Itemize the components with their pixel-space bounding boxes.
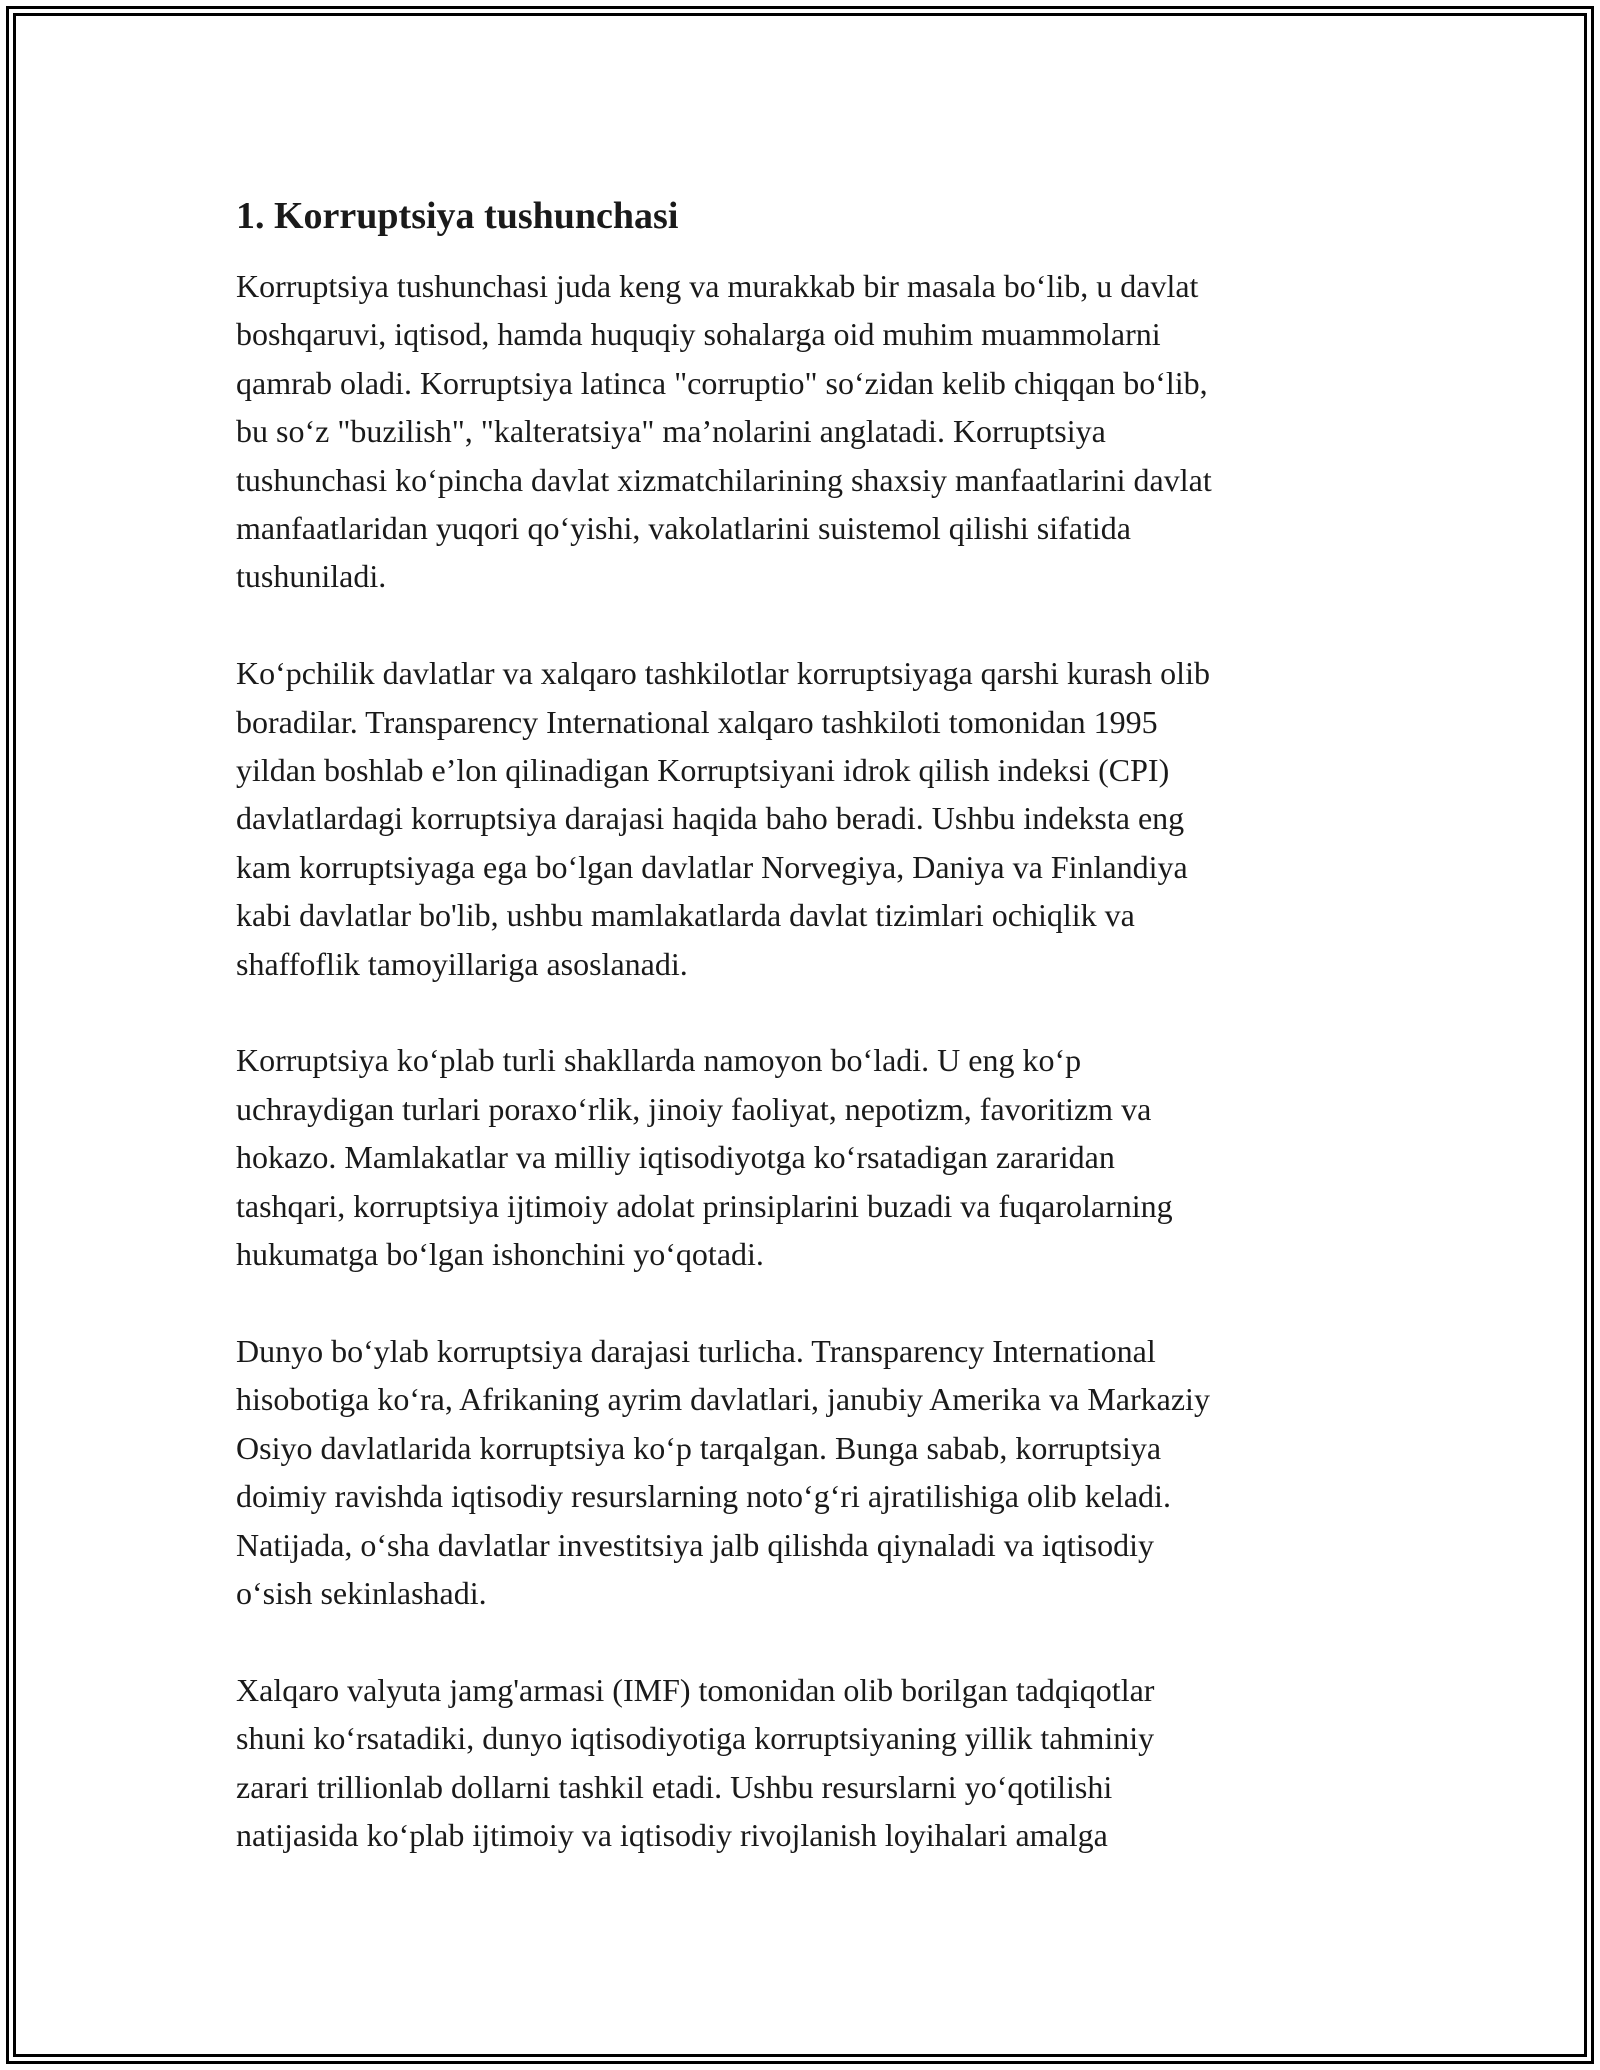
text-line: bu soʻz "buzilish", "kalteratsiya" maʼnolarini anglatadi. Korruptsiya xyxy=(236,413,1106,450)
text-line: manfaatlaridan yuqori qoʻyishi, vakolatlarini suistemol qilishi sifatida xyxy=(236,510,1131,547)
text-line: davlatlardagi korruptsiya darajasi haqida baho beradi. Ushbu indeksta eng xyxy=(236,800,1185,837)
text-line: boradilar. Transparency International xalqaro tashkiloti tomonidan 1995 xyxy=(236,703,1158,740)
text-line: oʻsish sekinlashadi. xyxy=(236,1574,487,1611)
text-line: zarari trillionlab dollarni tashkil etadi. Ushbu resurslarni yoʻqotilishi xyxy=(236,1768,1113,1805)
text-line: shaffoflik tamoyillariga asoslanadi. xyxy=(236,945,688,982)
text-line: Dunyo boʻylab korruptsiya darajasi turlicha. Transparency International xyxy=(236,1332,1156,1369)
paragraph-4 xyxy=(236,1327,1366,1617)
text-line: Korruptsiya tushunchasi juda keng va murakkab bir masala boʻlib, u davlat xyxy=(236,268,1199,304)
text-line: uchraydigan turlari poraxoʻrlik, jinoiy faoliyat, nepotizm, favoritizm va xyxy=(236,1090,1152,1127)
text-line: tashqari, korruptsiya ijtimoiy adolat prinsiplarini buzadi va fuqarolarning xyxy=(236,1187,1173,1224)
text-line: boshqaruvi, iqtisod, hamda huquqiy sohalarga oid muhim muammolarni xyxy=(236,316,1161,353)
text-line: doimiy ravishda iqtisodiy resurslarning notoʻgʻri ajratilishiga olib keladi. xyxy=(236,1478,1171,1515)
paragraph-3 xyxy=(236,1036,1366,1278)
text-line: kabi davlatlar bo'lib, ushbu mamlakatlarda davlat tizimlari ochiqlik va xyxy=(236,897,1135,934)
text-line: qamrab oladi. Korruptsiya latinca "corruptio" soʻzidan kelib chiqqan boʻlib, xyxy=(236,364,1208,401)
paragraph-1 xyxy=(236,262,1366,601)
text-line: natijasida koʻplab ijtimoiy va iqtisodiy rivojlanish loyihalari amalga xyxy=(236,1816,1108,1853)
text-line: Koʻpchilik davlatlar va xalqaro tashkilotlar korruptsiyaga qarshi kurash olib xyxy=(236,655,1210,692)
paragraph-2 xyxy=(236,649,1366,988)
paragraph-5 xyxy=(236,1666,1366,1860)
text-line: shuni koʻrsatadiki, dunyo iqtisodiyotiga korruptsiyaning yillik tahminiy xyxy=(236,1720,1155,1757)
document-body xyxy=(236,190,1366,1908)
text-line: Osiyo davlatlarida korruptsiya koʻp tarqalgan. Bunga sabab, korruptsiya xyxy=(236,1429,1162,1466)
text-line: hisobotiga koʻra, Afrikaning ayrim davlatlari, janubiy Amerika va Markaziy xyxy=(236,1381,1210,1418)
text-line: tushunchasi koʻpincha davlat xizmatchilarining shaxsiy manfaatlarini davlat xyxy=(236,461,1212,498)
text-line: hukumatga boʻlgan ishonchini yoʻqotadi. xyxy=(236,1236,764,1273)
section-heading: 1. Korruptsiya tushunchasi xyxy=(236,195,679,237)
text-line: yildan boshlab e’lon qilinadigan Korruptsiyani idrok qilish indeksi (CPI) xyxy=(236,752,1170,789)
text-line: Natijada, oʻsha davlatlar investitsiya jalb qilishda qiynaladi va iqtisodiy xyxy=(236,1526,1155,1563)
text-line: tushuniladi. xyxy=(236,558,387,595)
text-line: Xalqaro valyuta jamg'armasi (IMF) tomonidan olib borilgan tadqiqotlar xyxy=(236,1671,1155,1708)
text-line: Korruptsiya koʻplab turli shakllarda namoyon boʻladi. U eng koʻp xyxy=(236,1042,1082,1079)
text-line: hokazo. Mamlakatlar va milliy iqtisodiyotga koʻrsatadigan zararidan xyxy=(236,1139,1115,1176)
text-line: kam korruptsiyaga ega boʻlgan davlatlar Norvegiya, Daniya va Finlandiya xyxy=(236,848,1188,885)
